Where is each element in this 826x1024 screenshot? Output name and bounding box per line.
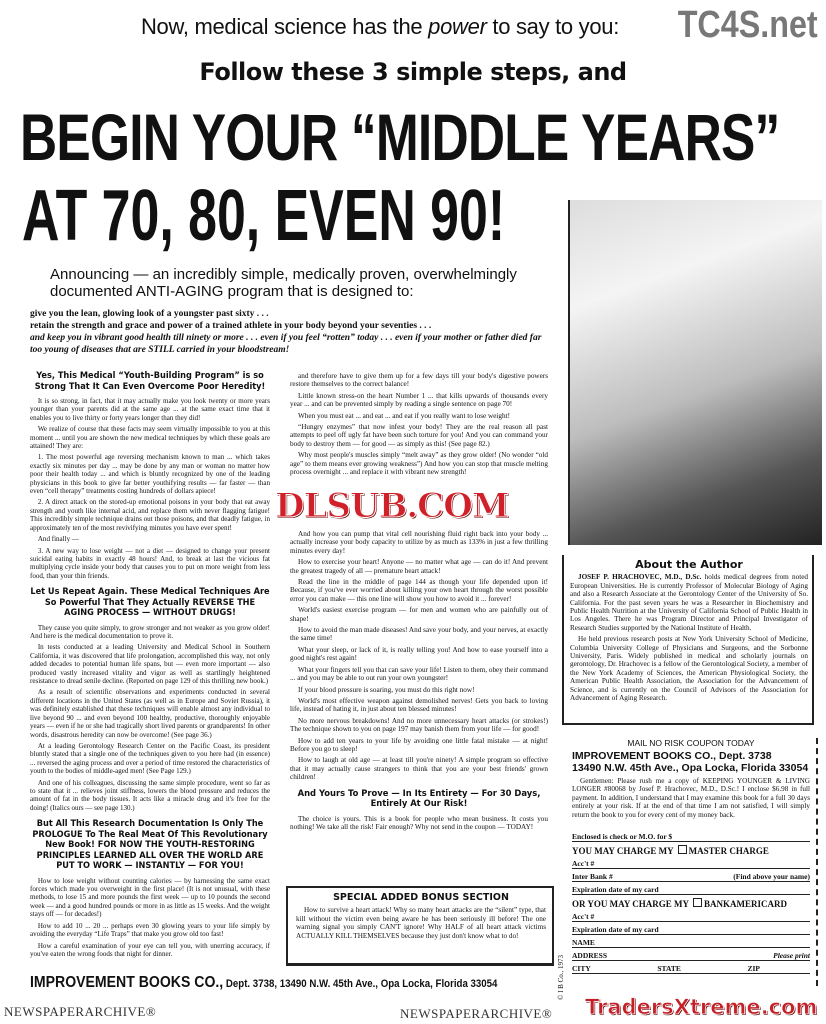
bankamericard-label: BANKAMERICARD [704,899,787,909]
paragraph: What your fingers tell you that can save your life! Listen to them, obey their command ... and you may be able to out run your own youngster! [290,665,548,683]
paragraph: The choice is yours. This is a book for people who mean business. It costs you nothing! We take all the risk! Fair enough? Why not send in the coupon — TODAY! [290,814,548,831]
dlsub-watermark: DLSUB.COM [275,486,509,526]
please-print-note: Please print [773,951,810,960]
expiration-label: Expiration date of my card [572,885,659,894]
pre-headline-b: to say to you: [486,14,620,39]
zip-label: ZIP [747,964,760,973]
benefit-item: retain the strength and grace and power of a trained athlete in your body beyond your seventies . . . [30,321,432,331]
middle-column-top [290,372,548,479]
footer-address [30,974,497,992]
pre-headline [0,14,760,40]
bonus-content [296,892,546,943]
coupon-body: Gentlemen: Please rush me a copy of KEEPING YOUNGER & LIVING LONGER #80068 by Josef P. Hrachovec, M.D., D.Sc.! I enclose $6.98 in full payment. In addition, I understand that I may examine this book for a full 30 days entirely at your risk. If at the end of that time I am not satisfied, I will simply return the book to you for every cent of my money back. [572,777,810,819]
enclosed-label: Enclosed is check or M.O. for $ [572,832,673,841]
subheadline: Follow these 3 simple steps, and [199,58,627,86]
charge-option-2 [572,898,810,909]
paragraph: World's most effective weapon against demolished nerves! Gets you back to loving life, instead of hating it, in just about ten blessed minutes! [290,696,548,714]
announcement: Announcing — an incredibly simple, medically proven, overwhelmingly documented ANTI-AGING program that is designed to: [50,266,517,300]
coupon-address: 13490 N.W. 45th Ave., Opa Locka, Florida 33054 [572,762,809,774]
address-label: ADDRESS [572,951,608,960]
benefits-list [30,308,555,356]
paragraph: And finally — [37,535,79,544]
tc4s-watermark: TC4S.net [678,4,818,46]
paragraph: Read the line in the middle of page 144 as though your life depended upon it! Because, if you've ever worried about killing your own heart through the worst possible error you can make — this one line will show you how to avoid it ... forever! [290,578,548,603]
paragraph: Why most people's muscles simply “melt away” as they grow older! (No wonder “old age” to them means ever growing weakness”) And how you can stop that muscle melting process overnight ... and replace it with vibrant new strength! [290,451,548,477]
city-label: CITY [572,964,591,973]
paragraph: And one of his colleagues, discussing the same simple procedure, went so far as to state that it ... relieves joint stiffness, lowers the blood pressure and reduces the amount of fat in the body tissues. It acts like a miracle drug and it's free for the doing! (Italics ours — see page 130.) [30,778,270,812]
account-field-2[interactable] [572,911,810,922]
charge-label: YOU MAY CHARGE MY [572,846,674,856]
newspaperarchive-watermark: NEWSPAPERARCHIVE® [400,1006,553,1021]
left-column [30,370,270,961]
footer-address-text: Dept. 3738, 13490 N.W. 45th Ave., Opa Locka, Florida 33054 [223,978,498,990]
about-text: holds medical degrees from noted European Universities. He is currently Professor of Molecular Biology of Aging and also a Research Associate at the Gerontology Center of the University of So. California. For the past seven years he was a Researcher in Biochemistry and Public Health Nutrition at the University of California School of Public Health in Los Angeles. There he was Program Director and Principal Investigator of Research Studies supported by the National Institute of Health. [570,573,808,632]
account-label: Acc't # [572,912,595,921]
bankamericard-checkbox[interactable] [693,898,702,907]
paragraph: It is so strong, in fact, that it may actually make you look twenty or more years younger than your parents did at the same age ... at the same exact time that it enables you to live thirty or forty years longer than they did! [30,397,270,422]
paragraph: “Hungry enzymes” that now infest your body! They are the real reason all past attempts to peel off ugly fat have been such torture for you! And you can command your body to destroy them — for good — as simply as this! (See page 82.) [290,423,548,448]
section-heading: Let Us Repeat Again. These Medical Techniques Are So Powerful That They Actually REVERSE THE AGING PROCESS — WITHOUT DRUGS! [30,586,270,618]
headline-line-2: AT 70, 80, EVEN 90! [22,176,506,256]
paragraph: How to laugh at old age — at least till you're ninety! A simple program so effective that it may actually cause strangers to think that you are your best friends' grown children! [290,756,548,782]
paragraph: World's easiest exercise program — for men and women who are painfully out of shape! [290,606,548,623]
paragraph: And how you can pump that vital cell nourishing fluid right back into your body ... actually increase your body capacity to utilize by as much as 133% in just a few thrilling minutes every day! [290,530,548,555]
author-name: JOSEF P. HRACHOVEC, M.D., D.Sc. [578,573,702,582]
about-title: About the Author [635,558,743,571]
paragraph: How to add ten years to your life by avoiding one little fatal mistake — at night! Before you go to sleep! [290,736,548,753]
paragraph: In tests conducted at a leading University and Medical School in Southern California, it was discovered that life prolongation, accomplished this way, not only added decades to potential human life spans, but — even more important — also produced vastly increased vitality and vigor as well as startlingly heightened resistance to dread senile decline. (Reported on page 129 of this thrilling new book.) [30,643,270,686]
section-heading: Yes, This Medical “Youth-Building Program” is so Strong That It Can Even Overcome Poor Heredity! [34,370,266,391]
section-heading: But All This Research Documentation Is Only The PROLOGUE To The Real Meat Of This Revolutionary New Book! FOR NOW THE YOUTH-RESTORING PRINCIPLES LEARNED ALL OVER THE WORLD ARE PUT TO WORK — INSTANTLY — FOR YOU! [32,818,268,871]
order-coupon [566,738,818,986]
author-photo [568,200,822,545]
about-content [570,559,808,706]
benefit-item: give you the lean, glowing look of a youngster past sixty . . . [30,309,269,319]
paragraph: We realize of course that these facts may seem virtually impossible to you at this moment ... until you are shown the new medical techniques by which these goals are attained! They are: [30,425,270,451]
paragraph: Little known stress-on the heart Number 1 ... that kills upwards of thousands every year ... and can be prevented simply by reading a single sentence on page 70! [290,391,548,409]
paragraph: How a careful examination of your eye can tell you, with unerring accuracy, if you've eaten the wrong foods that night for dinner. [30,941,270,958]
master-charge-label: MASTER CHARGE [688,846,769,856]
coupon-header: MAIL NO RISK COUPON TODAY [627,738,755,748]
paragraph: No more nervous breakdowns! And no more unnecessary heart attacks (or strokes!) The technique shown to you on page 197 may banish them from your life — for good! [290,716,548,734]
benefit-item: and keep you in vibrant good health till ninety or more . . . even if you feel “rotten” today . . . even if your mother or father died far too young of diseases that are STILL carried in your bloodstream! [30,333,542,355]
name-label: NAME [572,938,595,947]
paragraph: As a result of scientific observations and experiments conducted in several different locations in the United States (as well as in Europe and Soviet Russia), it was definitely established that these techniques will enable almost any individual to live beyond 90 ... and even beyond 100 healthy, productive, thoroughly enjoyable years — even if he or she had tragically short lived parents or grandparents! In other words, disastrous heredity can now be overcome! (See page 36.) [30,688,270,739]
state-label: STATE [657,964,681,973]
footer-company: IMPROVEMENT BOOKS CO., [30,974,224,991]
paragraph: How to lose weight without counting calories — by harnessing the same exact forces which made you overweight in the first place! (It is not unusual, with these methods, to lose 15 and more pounds the first week — up to 10 pounds the second week — and a good hundred pounds or more in as little as 15 weeks. And the weight stays off — for decades!) [30,876,270,919]
bonus-box [286,886,554,966]
account-label: Acc't # [572,859,595,868]
newspaperarchive-watermark: NEWSPAPERARCHIVE® [4,1004,157,1019]
pre-headline-emphasis: power [428,14,487,39]
middle-column-bottom [290,530,548,834]
paragraph: How to exercise your heart! Anyone — no matter what age — can do it! And prevent the greatest tragedy of all — premature heart attack! [290,558,548,575]
enclosed-field[interactable] [572,831,810,842]
paragraph: 1. The most powerful age reversing mechanism known to man ... which takes exactly six minutes per day ... may be done by any man or woman no matter how poor their health today ... and which is bluntly recognized by one of the leading physicians in this book to give far better youthifying results — far faster — than even “cell therapy” treatments costing hundreds of dollars apiece! [30,453,270,496]
charge-label: OR YOU MAY CHARGE MY [572,899,689,909]
city-state-zip-field[interactable] [572,963,810,974]
paragraph: At a leading Gerontology Research Center on the Pacific Coast, its president bluntly stated that a single one of the techniques given to you here had (in essence) ... reversed the aging process and over a period of time restored the characteristics of youth to the bodies of middle-aged men! (See Page 129.) [30,741,270,776]
address-field[interactable] [572,950,810,961]
paragraph: How to avoid the man made diseases! And save your body, and your nerves, at exactly the same time! [290,626,548,643]
paragraph: 2. A direct attack on the stored-up emotional poisons in your body that eat away strength and youth like internal acid, and replace them with never flagging fatigue! This incredibly simple technique drains out those poisons, and that deadly fatigue, in approximately ten of the most revivifying minutes you have ever spent! [30,498,270,532]
coupon-company: IMPROVEMENT BOOKS CO., Dept. 3738 [572,750,772,762]
headline-line-1: BEGIN YOUR “MIDDLE YEARS” [20,100,780,174]
about-paragraph: He held previous research posts at New York University School of Medicine, Columbia University College of Physicians and Surgeons, and the Sorbonne University, Paris. Widely published in medical and scholarly journals on gerontology, Dr. Hrachovec is a fellow of the Gerontological Society, a member of the New York Academy of Sciences, the American Physiological Society, the American Public Health Association, the Association for the Advancement of Science, and is currently on the Council of Advisors of the Association for Advancement of Aging Research. [570,635,808,703]
expiration-label: Expiration date of my card [572,925,659,934]
charge-option-1 [572,845,810,856]
paragraph: How to add 10 ... 20 ... perhaps even 30 glowing years to your life simply by avoiding the everyday “Life Traps” that make you grow old too fast! [30,921,270,939]
about-author-box [562,555,814,725]
account-field[interactable] [572,858,810,869]
copyright: © I B Co., 1973 [557,955,565,1000]
coupon-body-wrap [572,777,810,829]
pre-headline-a: Now, medical science has the [140,14,429,39]
name-field[interactable] [572,937,810,948]
expiration-field-2[interactable] [572,924,810,935]
bonus-text: How to survive a heart attack! Why so many heart attacks are the “silent” type, that kill without the victim even being aware he has been seriously ill before! The one warning signal you simply CAN'T ignore! Why HALF of all heart attack victims ACTUALLY KILL THEMSELVES because they just don't know what to do! [296,906,546,940]
paragraph: When you must eat ... and eat ... and eat if you really want to lose weight! [298,411,510,420]
master-charge-checkbox[interactable] [678,845,687,854]
tradersxtreme-watermark: TradersXtreme.com [585,995,818,1019]
paragraph: What your sleep, or lack of it, is really telling you! And how to ease yourself into a good night's rest again! [290,645,548,663]
about-paragraph [570,573,808,632]
bonus-title: SPECIAL ADDED BONUS SECTION [333,892,509,903]
paragraph: If your blood pressure is soaring, you must do this right now! [298,685,475,694]
interbank-hint: (Find above your name) [733,872,810,881]
section-heading: And Yours To Prove — In Its Entirety — For 30 Days, Entirely At Our Risk! [297,787,541,809]
interbank-field[interactable] [572,871,810,882]
paragraph: and therefore have to give them up for a few days till your body's digestive powers restore themselves to the correct balance! [290,372,548,389]
paragraph: 3. A new way to lose weight — not a diet — designed to change your present suicidal eating habits in exactly 48 hours! And, to break at last the vicious fat multiplying cycle inside your body that causes you to put on more weight from less food, than your thin friends. [30,546,270,580]
expiration-field[interactable] [572,884,810,895]
interbank-label: Inter Bank # [572,872,613,881]
paragraph: They cause you quite simply, to grow stronger and not weaker as you grow older! And here is the medical documentation to prove it. [30,623,270,641]
